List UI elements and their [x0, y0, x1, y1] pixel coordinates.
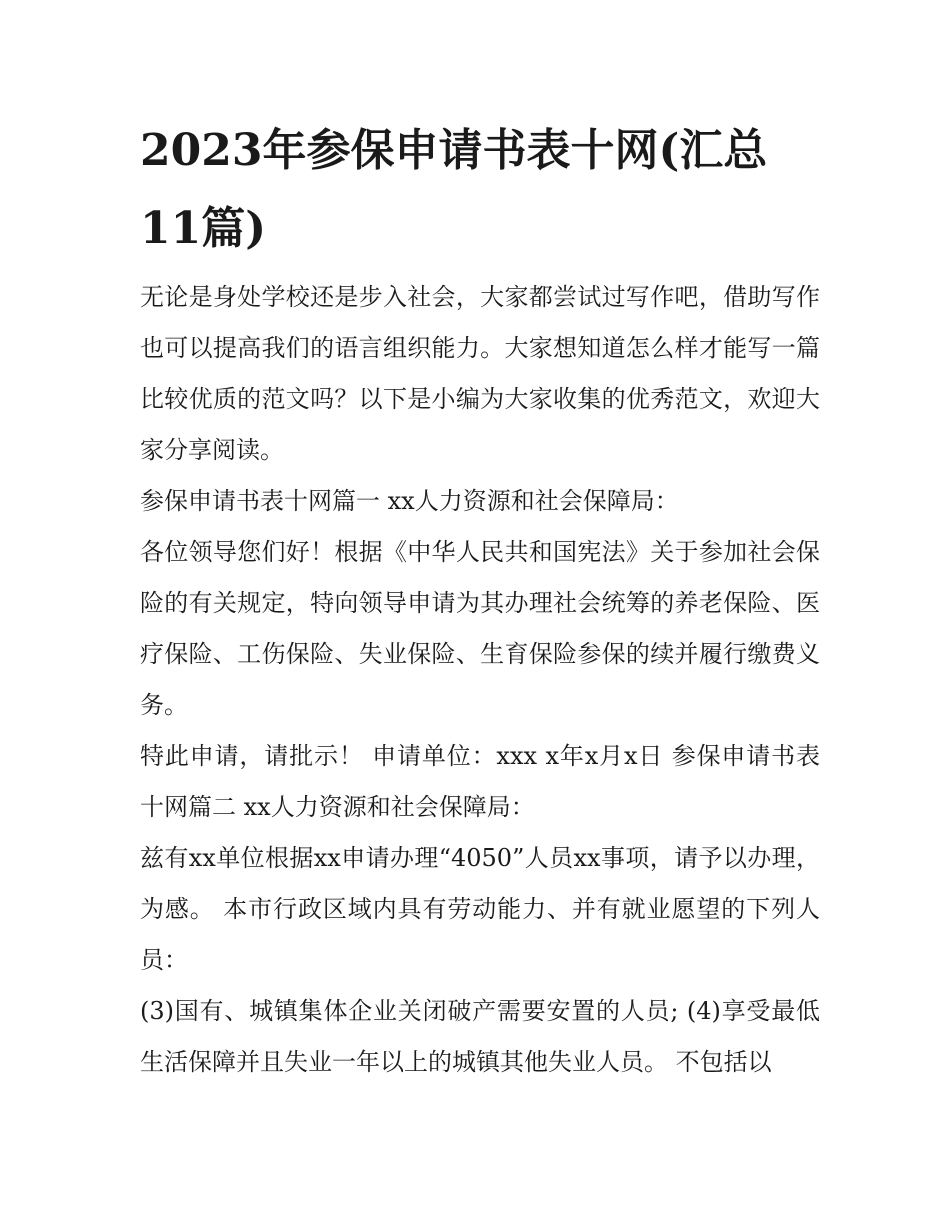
paragraph-section-two-body: 兹有xx单位根据xx申请办理“4050”人员xx事项，请予以办理，为感。 本市行政区域内具有劳动能力、并有就业愿望的下列人员： [140, 844, 820, 974]
paragraph-intro: 无论是身处学校还是步入社会，大家都尝试过写作吧，借助写作也可以提高我们的语言组织能力。大家想知道怎么样才能写一篇比较优质的范文吗？以下是小编为大家收集的优秀范文，欢迎大家分享阅读。 [140, 283, 820, 464]
document-title: 2023年参保申请书表十网(汇总11篇) [140, 125, 768, 254]
paragraph-signature-and-section-two: 特此申请，请批示！ 申请单位：xxx x年x月x日 参保申请书表十网篇二 xx人力资源和社会保障局： [140, 742, 820, 821]
paragraph-section-one-heading: 参保申请书表十网篇一 xx人力资源和社会保障局： [140, 487, 679, 515]
paragraph-section-one-body: 各位领导您们好！根据《中华人民共和国宪法》关于参加社会保险的有关规定，特向领导申请为其办理社会统筹的养老保险、医疗保险、工伤保险、失业保险、生育保险参保的续并履行缴费义务。 [140, 538, 820, 719]
document-body [140, 272, 820, 1088]
paragraph-eligible-persons: (3)国有、城镇集体企业关闭破产需要安置的人员; (4)享受最低生活保障并且失业一年以上的城镇其他失业人员。 不包括以 [140, 997, 820, 1076]
